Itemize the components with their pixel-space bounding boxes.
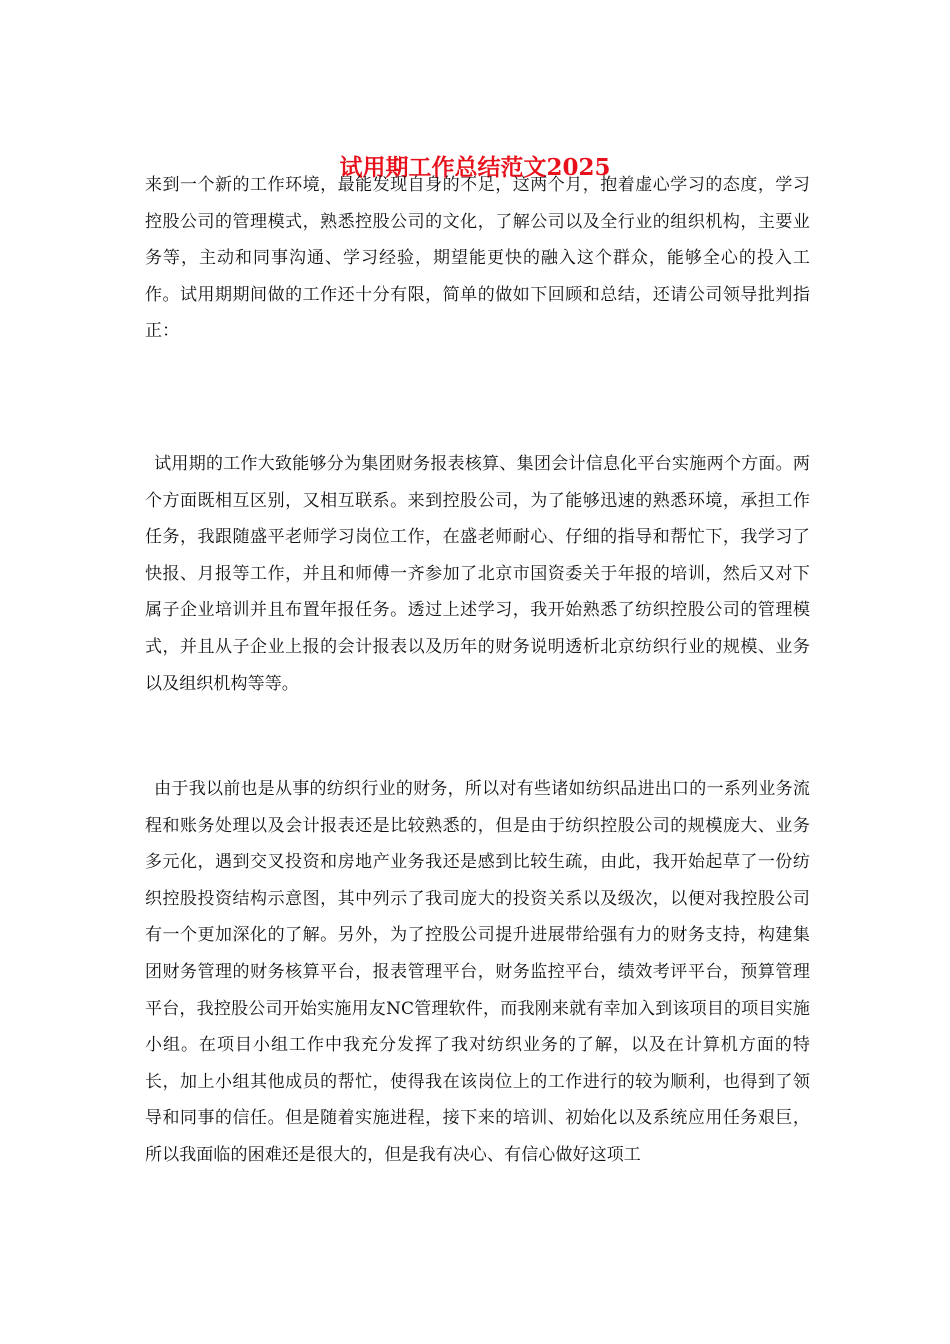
paragraph-intro-text: 来到一个新的工作环境，最能发现自身的不足，这两个月，抱着虚心学习的态度，学习控股公司的管理模式，熟悉控股公司的文化，了解公司以及全行业的组织机构，主要业务等，主动和同事沟通、学习经验，期望能更快的融入这个群众，能够全心的投入工作。试用期期间做的工作还十分有限，简单的做如下回顾和总结，还请公司领导批判指正： (145, 175, 810, 342)
paragraph-intro (145, 167, 810, 350)
paragraph-probation-work (145, 446, 810, 702)
document-title: 试用期工作总结范文2025 (339, 154, 611, 181)
paragraph-probation-work-text: 试用期的工作大致能够分为集团财务报表核算、集团会计信息化平台实施两个方面。两个方面既相互区别，又相互联系。来到控股公司，为了能够迅速的熟悉环境，承担工作任务，我跟随盛平老师学习岗位工作，在盛老师耐心、仔细的指导和帮忙下，我学习了快报、月报等工作，并且和师傅一齐参加了北京市国资委关于年报的培训，然后又对下属子企业培训并且布置年报任务。透过上述学习，我开始熟悉了纺织控股公司的管理模式，并且从子企业上报的会计报表以及历年的财务说明透析北京纺织行业的规模、业务以及组织机构等等。 (145, 454, 810, 694)
paragraph-nc-project-text: 由于我以前也是从事的纺织行业的财务，所以对有些诸如纺织品进出口的一系列业务流程和账务处理以及会计报表还是比较熟悉的，但是由于纺织控股公司的规模庞大、业务多元化，遇到交叉投资和房地产业务我还是感到比较生疏，由此，我开始起草了一份纺织控股投资结构示意图，其中列示了我司庞大的投资关系以及级次，以便对我控股公司有一个更加深化的了解。另外，为了控股公司提升进展带给强有力的财务支持，构建集团财务管理的财务核算平台，报表管理平台，财务监控平台，绩效考评平台，预算管理平台，我控股公司开始实施用友NC管理软件，而我刚来就有幸加入到该项目的项目实施小组。在项目小组工作中我充分发挥了我对纺织业务的了解，以及在计算机方面的特长，加上小组其他成员的帮忙，使得我在该岗位上的工作进行的较为顺利，也得到了领导和同事的信任。但是随着实施进程，接下来的培训、初始化以及系统应用任务艰巨，所以我面临的困难还是很大的，但是我有决心、有信心做好这项工 (145, 779, 810, 1165)
paragraph-nc-project (145, 771, 810, 1174)
